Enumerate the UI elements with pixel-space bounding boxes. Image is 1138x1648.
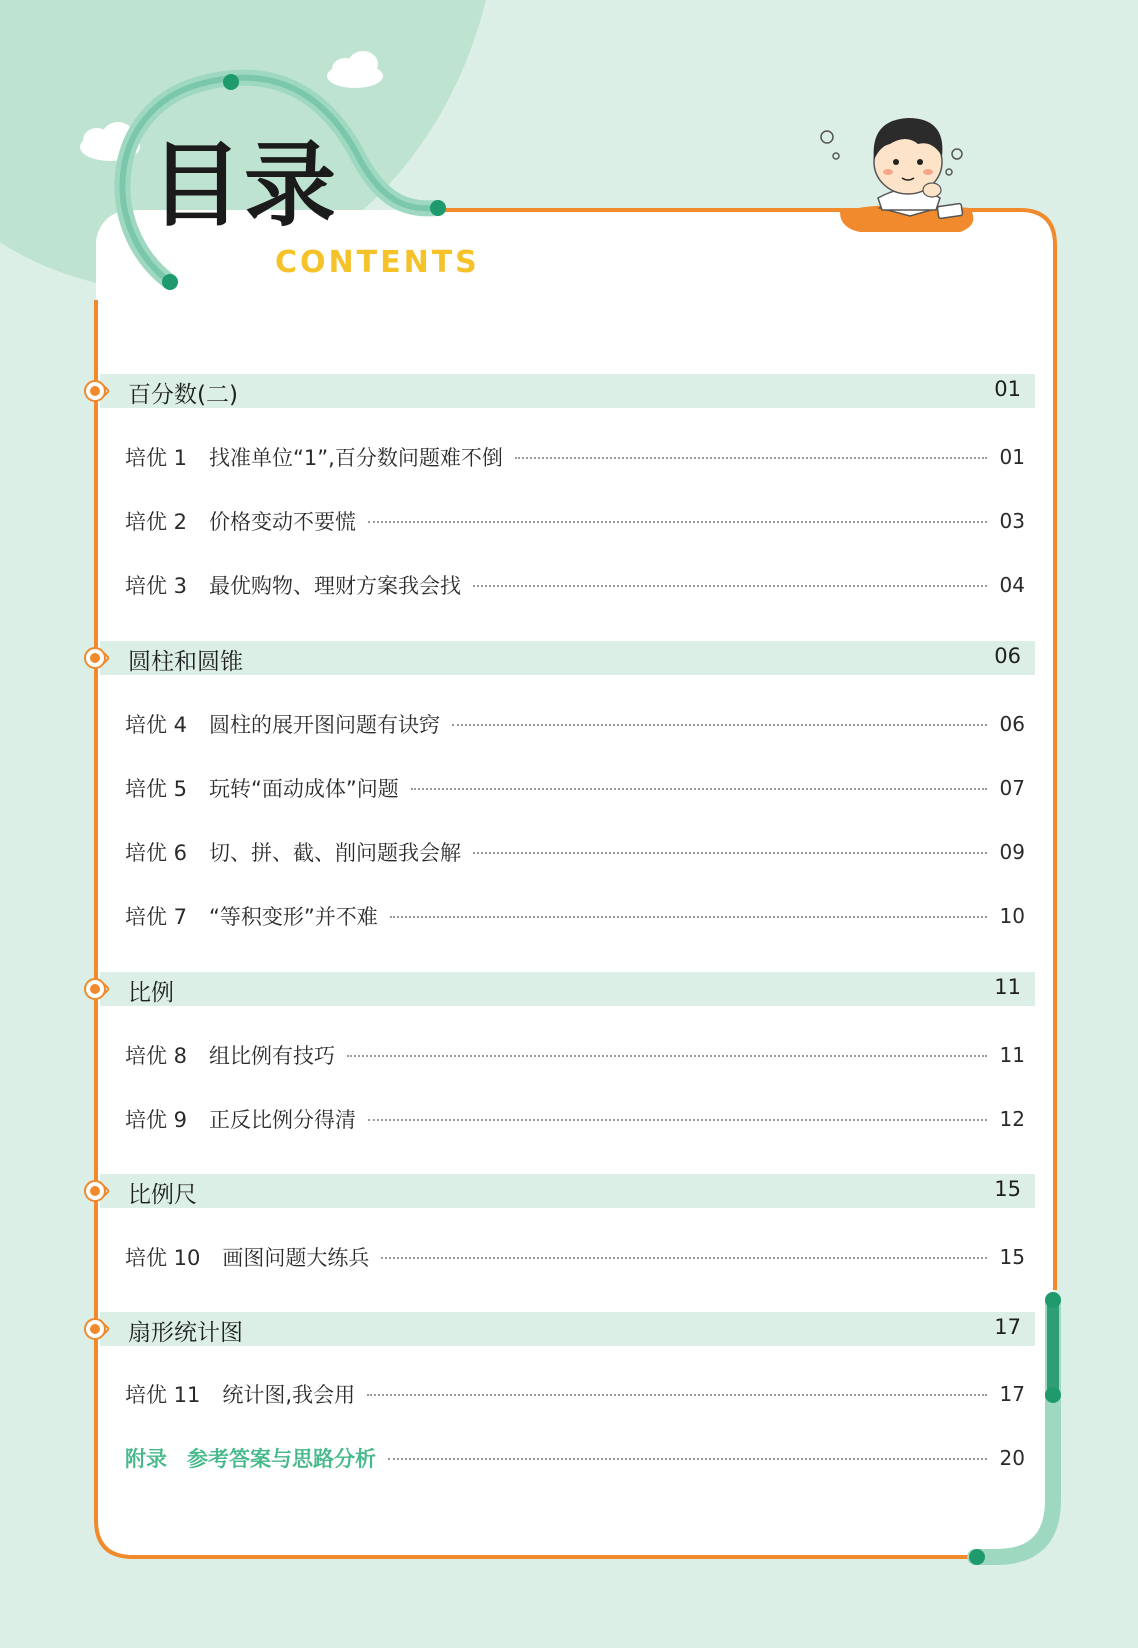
appendix-page: 20: [999, 1446, 1025, 1470]
entry-title: 组比例有技巧: [209, 1044, 336, 1068]
dot-leader: [367, 1394, 987, 1396]
entry-page: 10: [999, 904, 1025, 928]
dot-leader: [347, 1055, 987, 1057]
appendix-title: 参考答案与思路分析: [187, 1447, 376, 1471]
chapter-row[interactable]: [100, 1312, 1035, 1346]
dot-leader: [368, 1119, 987, 1121]
dot-leader: [368, 521, 987, 523]
dot-leader: [515, 457, 987, 459]
entry-number: 培优 3: [125, 574, 188, 598]
chapter-page: 11: [994, 975, 1021, 999]
chapter-row[interactable]: [100, 641, 1035, 675]
entry-page: 01: [999, 445, 1025, 469]
chapter-row[interactable]: [100, 374, 1035, 408]
entry-page: 06: [999, 712, 1025, 736]
toc-entry[interactable]: [125, 505, 1025, 537]
chapter-bullet-icon: [83, 976, 109, 1002]
entry-title: 正反比例分得清: [209, 1108, 357, 1132]
entry-page: 09: [999, 840, 1025, 864]
toc-entry[interactable]: [125, 1241, 1025, 1273]
toc-entry[interactable]: [125, 708, 1025, 740]
entry-page: 12: [999, 1107, 1025, 1131]
entry-number: 培优 1: [125, 446, 188, 470]
chapter-bullet-icon: [83, 378, 109, 404]
chapter-page: 06: [994, 644, 1021, 668]
chapter-bullet-icon: [83, 645, 109, 671]
chapter-title: 圆柱和圆锥: [128, 649, 243, 675]
entry-number: 培优 6: [125, 841, 188, 865]
toc-entry[interactable]: [125, 1039, 1025, 1071]
chapter-bullet-icon: [83, 1178, 109, 1204]
dot-leader: [411, 788, 987, 790]
toc-entry[interactable]: [125, 836, 1025, 868]
entry-number: 培优 2: [125, 510, 188, 534]
toc-entry[interactable]: [125, 569, 1025, 601]
appendix-label: 附录: [125, 1447, 167, 1471]
chapter-bullet-icon: [83, 1316, 109, 1342]
entry-title: 最优购物、理财方案我会找: [209, 574, 462, 598]
entry-page: 15: [999, 1245, 1025, 1269]
entry-number: 培优 8: [125, 1044, 188, 1068]
entry-page: 17: [999, 1382, 1025, 1406]
dot-leader: [381, 1257, 987, 1259]
chapter-title: 百分数(二): [128, 382, 238, 408]
entry-title: 切、拼、截、削问题我会解: [209, 841, 462, 865]
entry-title: 统计图,我会用: [222, 1383, 356, 1407]
entry-page: 03: [999, 509, 1025, 533]
dot-leader: [388, 1458, 987, 1460]
entry-title: 找准单位“1”,百分数问题难不倒: [209, 446, 503, 470]
entry-page: 04: [999, 573, 1025, 597]
appendix-entry[interactable]: [125, 1442, 1025, 1474]
entry-title: “等积变形”并不难: [209, 905, 378, 929]
entry-number: 培优 4: [125, 713, 188, 737]
toc-entry[interactable]: [125, 1103, 1025, 1135]
dot-leader: [473, 852, 987, 854]
entry-number: 培优 5: [125, 777, 188, 801]
page-title: 目录: [150, 132, 339, 239]
chapter-row[interactable]: [100, 972, 1035, 1006]
chapter-title: 比例: [128, 980, 174, 1006]
boy-mascot-icon: [820, 100, 980, 240]
toc-entry[interactable]: [125, 441, 1025, 473]
entry-number: 培优 11: [125, 1383, 201, 1407]
page-subtitle: CONTENTS: [275, 245, 480, 280]
chapter-title: 比例尺: [128, 1182, 197, 1208]
entry-title: 画图问题大练兵: [222, 1246, 370, 1270]
dot-leader: [452, 724, 987, 726]
dot-leader: [473, 585, 987, 587]
dot-leader: [390, 916, 987, 918]
chapter-page: 15: [994, 1177, 1021, 1201]
chapter-page: 01: [994, 377, 1021, 401]
toc-entry[interactable]: [125, 772, 1025, 804]
entry-number: 培优 9: [125, 1108, 188, 1132]
entry-page: 11: [999, 1043, 1025, 1067]
entry-title: 玩转“面动成体”问题: [209, 777, 399, 801]
chapter-title: 扇形统计图: [128, 1320, 243, 1346]
entry-number: 培优 10: [125, 1246, 201, 1270]
toc-entry[interactable]: [125, 900, 1025, 932]
entry-number: 培优 7: [125, 905, 188, 929]
toc-entry[interactable]: [125, 1378, 1025, 1410]
entry-title: 价格变动不要慌: [209, 510, 357, 534]
chapter-row[interactable]: [100, 1174, 1035, 1208]
chapter-page: 17: [994, 1315, 1021, 1339]
entry-page: 07: [999, 776, 1025, 800]
entry-title: 圆柱的展开图问题有诀窍: [209, 713, 441, 737]
